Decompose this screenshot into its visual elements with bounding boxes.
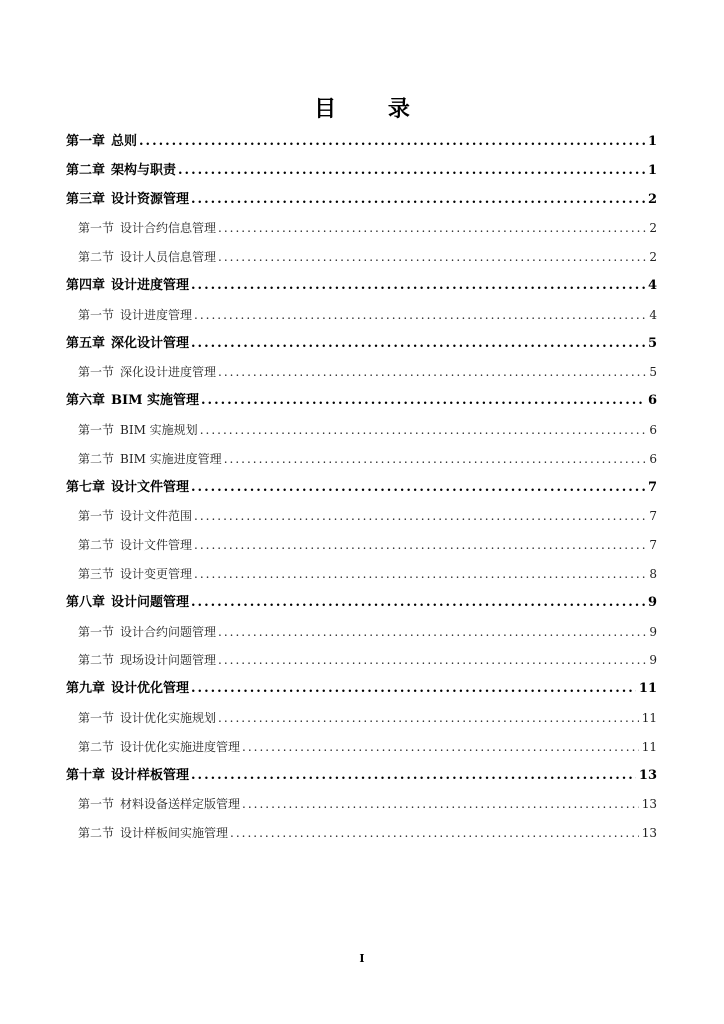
toc-entry-label [66,589,189,618]
toc-chapter-entry[interactable] [66,387,657,416]
toc-dot-leader [194,301,646,330]
toc-section-entry[interactable] [66,445,657,474]
toc-page-number: 5 [647,335,657,351]
toc-list [66,128,657,848]
toc-chapter-entry[interactable] [66,474,657,503]
toc-entry-label [78,445,222,474]
toc-entry-label [66,762,189,791]
toc-dot-leader [200,416,647,445]
toc-dot-leader [218,646,646,675]
toc-entry-number: 第一节 [78,307,115,322]
toc-chapter-entry[interactable] [66,157,657,186]
toc-entry-title: 深化设计管理 [111,335,190,351]
toc-page-number: 7 [649,538,657,553]
toc-dot-leader [218,618,646,647]
toc-entry-label [78,819,228,848]
toc-entry-number: 第一节 [78,710,115,725]
toc-section-entry[interactable] [66,560,657,589]
toc-dot-leader [201,387,645,416]
toc-entry-label [66,272,189,301]
toc-entry-label [78,214,216,243]
toc-entry-title: 设计文件管理 [120,538,193,553]
toc-page-number: 9 [647,594,657,610]
toc-chapter-entry[interactable] [66,675,657,704]
toc-entry-number: 第二节 [78,653,115,668]
toc-dot-leader [191,474,645,503]
toc-page-number: 11 [641,710,657,725]
toc-page-number: 6 [647,393,657,409]
toc-dot-leader [178,157,645,186]
toc-section-entry[interactable] [66,416,657,445]
toc-dot-leader [230,819,639,848]
toc-entry-label [78,416,198,445]
toc-entry-title: 设计样板管理 [111,767,190,783]
toc-page-number: 9 [649,624,657,639]
toc-dot-leader [191,589,645,618]
toc-section-entry[interactable] [66,618,657,647]
toc-entry-number: 第七章 [66,479,106,495]
toc-dot-leader [194,531,646,560]
toc-entry-label [66,474,189,503]
toc-entry-title: 设计合约信息管理 [120,221,217,236]
toc-entry-title: 设计合约问题管理 [120,624,217,639]
toc-page-number: 4 [649,307,657,322]
toc-section-entry[interactable] [66,819,657,848]
toc-entry-label [66,330,189,359]
toc-entry-title: 设计变更管理 [120,566,193,581]
toc-entry-number: 第二节 [78,739,115,754]
toc-section-entry[interactable] [66,301,657,330]
toc-chapter-entry[interactable] [66,330,657,359]
toc-dot-leader [242,733,639,762]
toc-section-entry[interactable] [66,243,657,272]
toc-page-number: 6 [649,451,657,466]
toc-section-entry[interactable] [66,704,657,733]
toc-dot-leader [191,762,636,791]
toc-page-number: 1 [647,162,657,178]
toc-entry-title: 材料设备送样定版管理 [120,797,241,812]
toc-entry-number: 第三章 [66,191,106,207]
toc-page-number: 8 [649,566,657,581]
toc-entry-label [78,790,240,819]
toc-entry-label [78,646,216,675]
toc-page-number: 2 [649,221,657,236]
toc-page-number: 13 [638,767,657,783]
toc-entry-label [78,531,192,560]
toc-chapter-entry[interactable] [66,128,657,157]
toc-entry-title: BIM 实施管理 [111,393,200,409]
toc-page-number: 7 [649,509,657,524]
toc-dot-leader [139,128,645,157]
toc-entry-number: 第八章 [66,594,106,610]
toc-dot-leader [191,330,645,359]
toc-entry-title: 总则 [111,134,138,149]
toc-entry-label [66,186,189,215]
toc-page-number: 13 [641,826,657,841]
toc-entry-label [78,358,216,387]
toc-entry-title: 设计进度管理 [111,277,190,293]
toc-entry-number: 第一节 [78,365,115,380]
toc-page-number: 7 [647,479,657,495]
toc-section-entry[interactable] [66,790,657,819]
toc-entry-title: BIM 实施规划 [120,422,198,437]
toc-entry-title: 设计样板间实施管理 [120,826,229,841]
toc-entry-title: 设计优化实施进度管理 [120,739,241,754]
toc-page-number: 9 [649,653,657,668]
toc-section-entry[interactable] [66,646,657,675]
toc-page-number: 1 [647,134,657,149]
toc-entry-number: 第一节 [78,509,115,524]
toc-entry-number: 第五章 [66,335,106,351]
toc-section-entry[interactable] [66,358,657,387]
toc-entry-number: 第一节 [78,422,115,437]
toc-entry-number: 第一节 [78,221,115,236]
toc-dot-leader [194,502,646,531]
toc-entry-number: 第一章 [66,134,106,149]
toc-dot-leader [224,445,647,474]
toc-entry-number: 第四章 [66,277,106,293]
toc-entry-number: 第一节 [78,797,115,812]
toc-entry-label [78,301,192,330]
toc-section-entry[interactable] [66,531,657,560]
toc-dot-leader [191,675,636,704]
toc-chapter-entry[interactable] [66,589,657,618]
toc-entry-title: 设计进度管理 [120,307,193,322]
toc-entry-label [66,675,189,704]
toc-entry-label [66,387,199,416]
toc-entry-number: 第六章 [66,393,106,409]
toc-entry-number: 第九章 [66,681,106,697]
toc-entry-title: 设计问题管理 [111,594,190,610]
toc-dot-leader [218,358,646,387]
toc-entry-number: 第十章 [66,767,106,783]
toc-entry-number: 第三节 [78,566,115,581]
toc-entry-number: 第二节 [78,538,115,553]
toc-entry-number: 第二节 [78,451,115,466]
toc-entry-title: 设计优化管理 [111,681,190,697]
toc-entry-label [78,704,216,733]
toc-entry-title: 现场设计问题管理 [120,653,217,668]
toc-page-number: 4 [647,277,657,293]
toc-entry-title: 深化设计进度管理 [120,365,217,380]
toc-chapter-entry[interactable] [66,762,657,791]
toc-entry-label [78,502,192,531]
toc-page-number: 6 [649,422,657,437]
toc-entry-number: 第二节 [78,826,115,841]
toc-dot-leader [218,214,646,243]
toc-section-entry[interactable] [66,502,657,531]
toc-entry-title: 设计资源管理 [111,191,190,207]
toc-entry-title: 架构与职责 [111,162,177,178]
toc-section-entry[interactable] [66,733,657,762]
toc-entry-label [78,733,240,762]
toc-page-number: 2 [649,250,657,265]
toc-page-number: 5 [649,365,657,380]
toc-page-number: 11 [638,681,657,697]
toc-section-entry[interactable] [66,214,657,243]
toc-entry-number: 第二节 [78,250,115,265]
toc-entry-label [78,560,192,589]
toc-dot-leader [218,704,639,733]
toc-dot-leader [191,186,645,215]
toc-entry-label [66,128,137,157]
toc-dot-leader [218,243,646,272]
toc-chapter-entry[interactable] [66,186,657,215]
toc-dot-leader [242,790,639,819]
toc-dot-leader [194,560,646,589]
toc-title: 目 录 [314,96,432,122]
toc-entry-label [78,618,216,647]
toc-page-number: 2 [647,191,657,207]
toc-entry-title: 设计文件管理 [111,479,190,495]
toc-entry-title: BIM 实施进度管理 [120,451,222,466]
toc-dot-leader [191,272,645,301]
toc-entry-title: 设计优化实施规划 [120,710,217,725]
toc-page-number: 13 [641,797,657,812]
toc-page-number: 11 [641,739,657,754]
page-number-footer: I [359,952,365,965]
toc-entry-number: 第二章 [66,162,106,178]
toc-entry-label [78,243,216,272]
toc-entry-title: 设计文件范围 [120,509,193,524]
toc-entry-label [66,157,176,186]
toc-chapter-entry[interactable] [66,272,657,301]
toc-entry-number: 第一节 [78,624,115,639]
toc-entry-title: 设计人员信息管理 [120,250,217,265]
